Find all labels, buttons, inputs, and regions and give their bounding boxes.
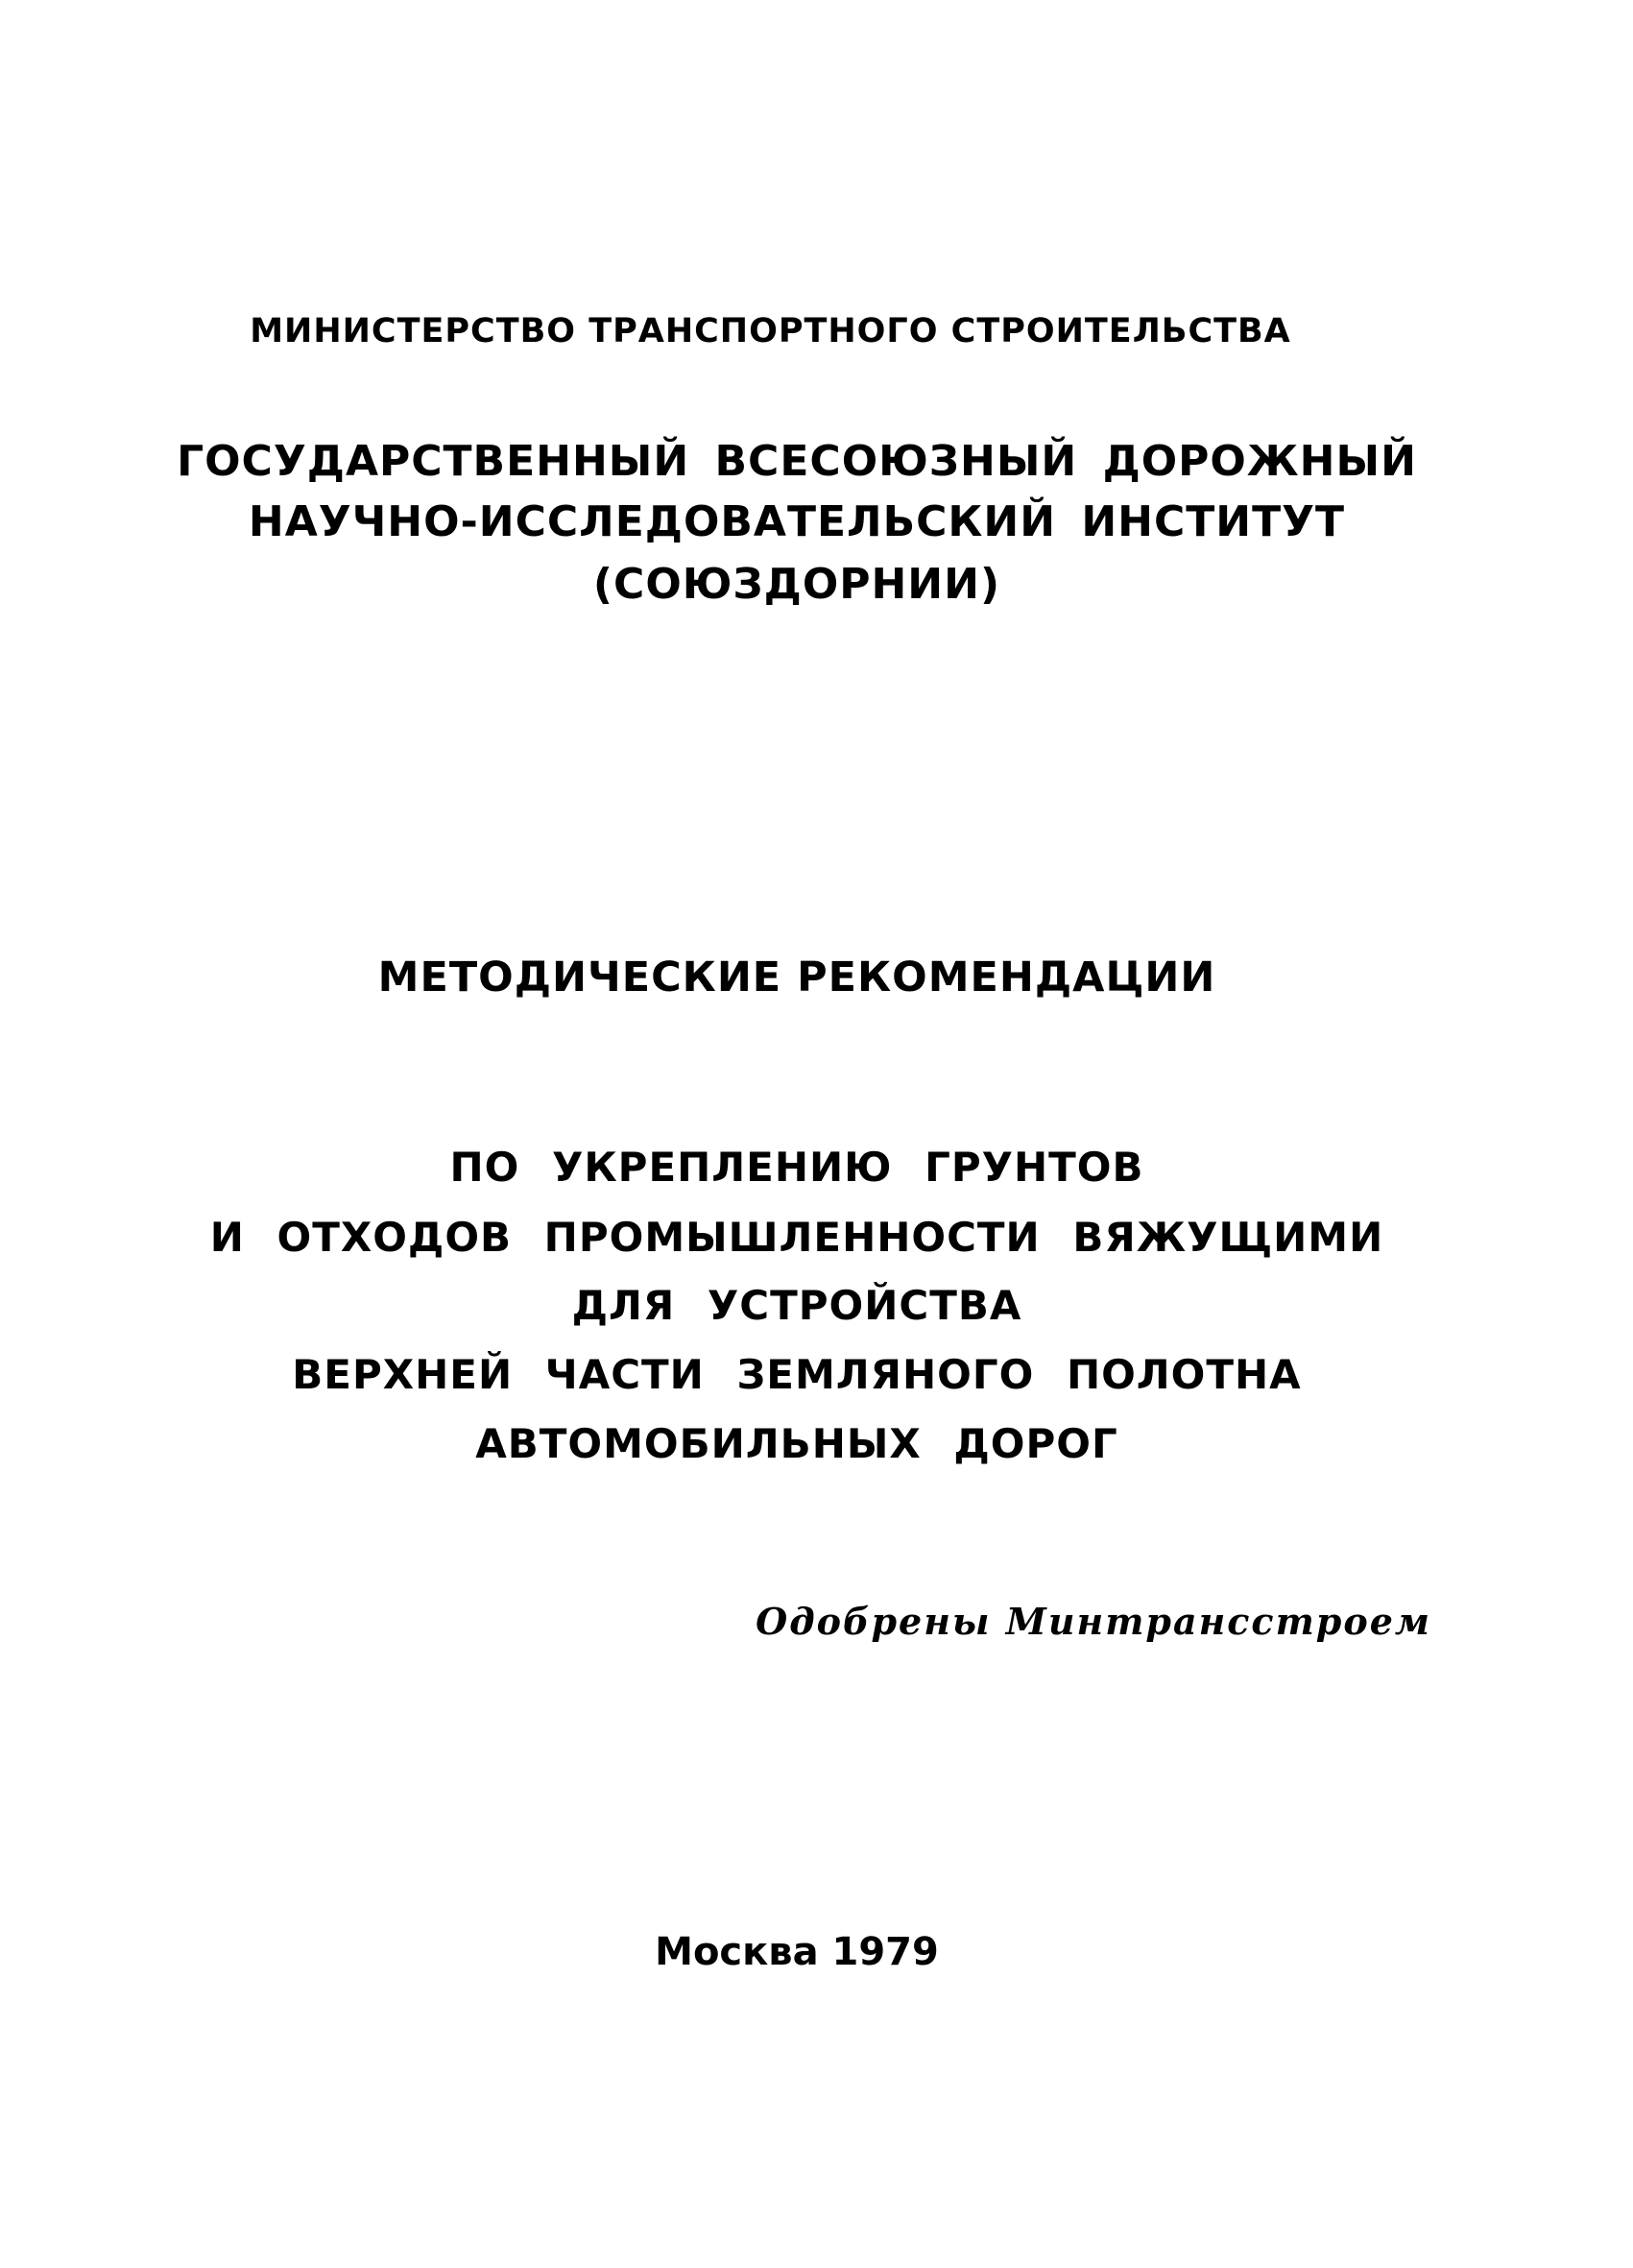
subject-line-1: ПО УКРЕПЛЕНИЮ ГРУНТОВ [449, 1144, 1144, 1191]
institute-name-line-1: ГОСУДАРСТВЕННЫЙ ВСЕСОЮЗНЫЙ ДОРОЖНЫЙ [177, 437, 1417, 486]
document-title: МЕТОДИЧЕСКИЕ РЕКОМЕНДАЦИИ [377, 953, 1216, 1001]
approval-note: Одобрены Минтрансстроем [756, 1600, 1431, 1643]
subject-line-3: ДЛЯ УСТРОЙСТВА [571, 1282, 1022, 1329]
subject-line-2: И ОТХОДОВ ПРОМЫШЛЕННОСТИ ВЯЖУЩИМИ [209, 1214, 1384, 1261]
city-year: Москва 1979 [655, 1930, 939, 1974]
ministry-name: МИНИСТЕРСТВО ТРАНСПОРТНОГО СТРОИТЕЛЬСТВА [250, 312, 1291, 350]
subject-line-4: ВЕРХНЕЙ ЧАСТИ ЗЕМЛЯНОГО ПОЛОТНА [292, 1351, 1302, 1398]
subject-line-5: АВТОМОБИЛЬНЫХ ДОРОГ [475, 1420, 1118, 1467]
institute-name-line-2: НАУЧНО-ИССЛЕДОВАТЕЛЬСКИЙ ИНСТИТУТ [248, 497, 1346, 546]
institute-abbreviation: (СОЮЗДОРНИИ) [592, 560, 1001, 609]
